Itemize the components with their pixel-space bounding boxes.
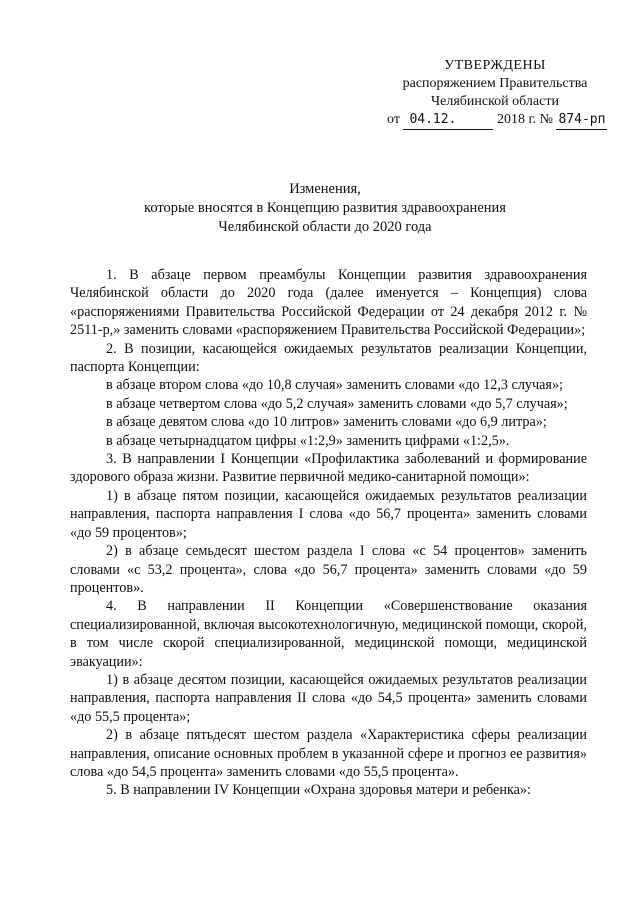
paragraph-2a: в абзаце втором слова «до 10,8 случая» заменить словами «до 12,3 случая»; <box>106 377 563 394</box>
heading-line-2: которые вносятся в Концепцию развития здравоохранения <box>144 200 506 216</box>
document-heading <box>60 180 590 237</box>
approval-date-line <box>387 111 610 130</box>
approval-line-1: распоряжением Правительства <box>402 76 588 91</box>
paragraph-2c: в абзаце девятом слова «до 10 литров» заменить словами «до 6,9 литра»; <box>106 414 547 431</box>
paragraph-3-1: 1) в абзаце пятом позиции, касающейся ожидаемых результатов реализации направления, паспорта направления I слова «до 56,7 процента» заменить словами «до 59 процентов»; <box>70 487 587 541</box>
year-text: 2018 г. № <box>496 112 553 127</box>
approval-line-2: Челябинской области <box>431 94 559 109</box>
from-label: от <box>387 112 400 127</box>
paragraph-4-1: 1) в абзаце десятом позиции, касающейся ожидаемых результатов реализации направления, паспорта направления II слова «до 54,5 процента» заменить словами «до 55,5 процента»; <box>70 671 587 725</box>
paragraph-1: 1. В абзаце первом преамбулы Концепции развития здравоохранения Челябинской области до 2020 года (далее именуется – Концепция) слова «распоряжениями Правительства Российской Федерации от 24 декабря 2012 г. № 2511-р,» заменить словами «распоряжением Правительства Российской Федерации»; <box>70 267 587 339</box>
paragraph-2d: в абзаце четырнадцатом цифры «1:2,9» заменить цифрами «1:2,5». <box>106 432 510 449</box>
approval-stamp <box>380 57 610 130</box>
paragraph-3: 3. В направлении I Концепции «Профилактика заболеваний и формирование здорового образа жизни. Развитие первичной медико-санитарной помощи»: <box>70 451 587 486</box>
handwritten-date: 04.12. <box>403 111 493 130</box>
approval-title: УТВЕРЖДЕНЫ <box>444 58 546 73</box>
heading-line-1: Изменения, <box>289 181 361 197</box>
heading-line-3: Челябинской области до 2020 года <box>218 219 432 235</box>
handwritten-number: 874-рп <box>556 111 607 130</box>
paragraph-5: 5. В направлении IV Концепции «Охрана здоровья матери и ребенка»: <box>106 782 531 799</box>
paragraph-4: 4. В направлении II Концепции «Совершенствование оказания специализированной, включая высокотехнологичную, медицинской помощи, скорой, в том числе скорой специализированной, медицинской помощи, медицинской эвакуации»: <box>70 598 587 670</box>
paragraph-2b: в абзаце четвертом слова «до 5,2 случая» заменить словами «до 5,7 случая»; <box>106 395 568 412</box>
paragraph-4-2: 2) в абзаце пятьдесят шестом раздела «Характеристика сферы реализации направления, описание основных проблем в указанной сфере и прогноз ее развития» слова «до 54,5 процента» заменить словами «до 55,5 процента». <box>70 727 587 780</box>
paragraph-3-2: 2) в абзаце семьдесят шестом раздела I слова «с 54 процентов» заменить словами «с 53,2 процента», слова «до 56,7 процента» заменить словами «до 59 процентов». <box>70 543 587 596</box>
document-body <box>70 266 587 800</box>
paragraph-2: 2. В позиции, касающейся ожидаемых результатов реализации Концепции, паспорта Концепции: <box>70 340 587 376</box>
